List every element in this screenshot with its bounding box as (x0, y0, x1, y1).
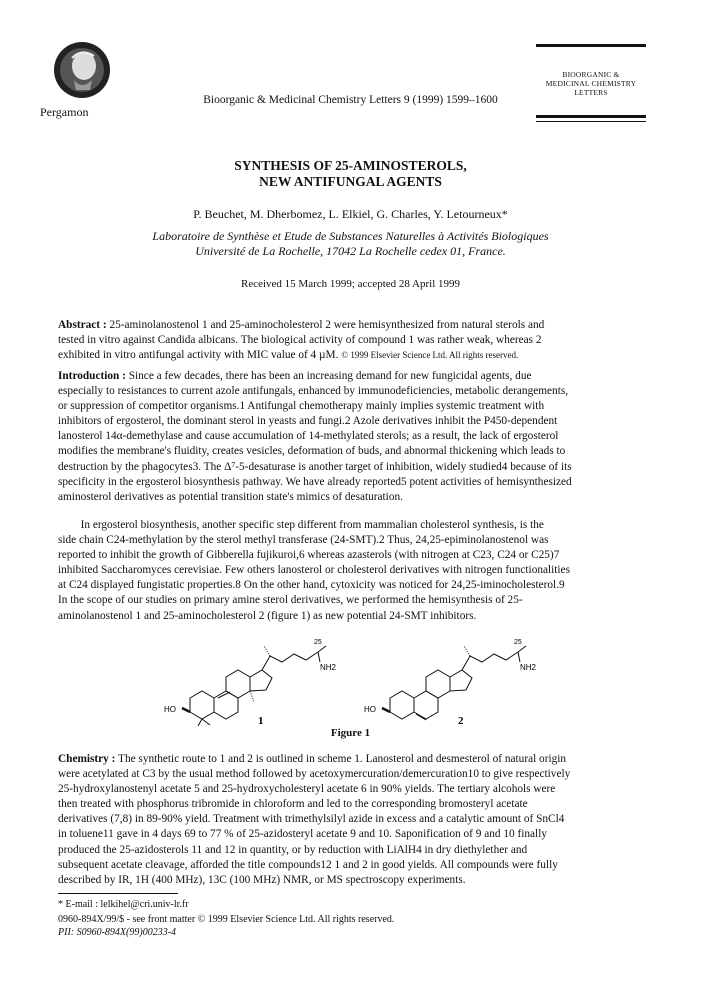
nh2-label: NH2 (520, 663, 537, 672)
pii-line: PII: S0960-894X(99)00233-4 (58, 927, 177, 938)
chemistry (58, 752, 644, 888)
chemistry-line: in toluene11 gave in 4 days 69 to 77 % of 25-azidosteryl acetate 9 and 10. Saponification of 9 and 10 finally (58, 828, 547, 841)
intro-line: destruction by the phagocytes3. The Δ⁷-5-desaturase is another target of inhibition, widely studied4 because of its (58, 460, 572, 473)
email-footnote: * E-mail : lelkihel@cri.univ-lr.fr (58, 899, 189, 910)
chemistry-label: Chemistry : (58, 753, 116, 765)
para2-line: inhibited Saccharomyces cerevisiae. Few others lanosterol or cholesterol derivatives with nitrogen functionalities (58, 564, 570, 577)
publisher-name: Pergamon (40, 105, 89, 119)
molecule-2 (382, 646, 526, 720)
figure-1-structures (160, 628, 560, 726)
c25-label: 25 (314, 639, 322, 646)
title-line: NEW ANTIFUNGAL AGENTS (259, 174, 442, 189)
abstract (58, 318, 644, 363)
paragraph-2 (58, 518, 644, 624)
para2-line: In ergosterol biosynthesis, another specific step different from mammalian cholesterol synthesis, is the (58, 519, 544, 531)
compound-1-label: 1 (258, 715, 264, 726)
introduction (58, 369, 644, 505)
para2-line: reported to inhibit the growth of Gibberella fujikuroi,6 whereas azasterols (with nitrogen at C23, C24 or C25)7 (58, 549, 560, 562)
title-line: SYNTHESIS OF 25-AMINOSTEROLS, (234, 158, 467, 173)
chemistry-line: The synthetic route to 1 and 2 is outlined in scheme 1. Lanosterol and desmesterol of natural origin (115, 753, 567, 765)
para2-line: side chain C24-methylation by the sterol methyl transferase (24-SMT).2 Thus, 24,25-epiminolanostenol was (58, 534, 549, 547)
abstract-label: Abstract : (58, 319, 107, 331)
abstract-line: tested in vitro against Candida albicans. The biological activity of compound 1 was rather weak, whereas 2 (58, 334, 542, 347)
chemistry-line: described by IR, 1H (400 MHz), 13C (100 MHz) NMR, or MS spectroscopy experiments. (58, 873, 466, 886)
compound-2-label: 2 (458, 715, 464, 726)
affiliation (0, 229, 701, 259)
footnote-rule (58, 893, 178, 894)
intro-line: modifies the membrane's fluidity, creates vesicles, deformation of buds, and abnormal thickening which leads to (58, 445, 566, 458)
affiliation-line: Université de La Rochelle, 17042 La Rochelle cedex 01, France. (195, 244, 506, 258)
para2-line: at C24 displayed fungistatic properties.8 On the other hand, cytoxicity was noticed for 24,25-iminocholesterol.9 (58, 579, 565, 592)
intro-line: Since a few decades, there has been an increasing demand for new fungicidal agents, due (125, 370, 532, 382)
ho-label: HO (164, 705, 176, 714)
figure-caption: Figure 1 (330, 727, 371, 739)
chemistry-line: subsequent acetate cleavage, afforded the title compounds12 1 and 2 in good yields. All compounds were fully (58, 858, 558, 871)
header-rule (536, 121, 646, 122)
authors: P. Beuchet, M. Dherbomez, L. Elkiel, G. Charles, Y. Letourneux* (193, 207, 508, 221)
journal-citation: Bioorganic & Medicinal Chemistry Letters 9 (1999) 1599–1600 (203, 94, 498, 106)
molecule-1 (182, 646, 326, 726)
abstract-copyright: © 1999 Elsevier Science Ltd. All rights reserved. (341, 350, 519, 361)
article-title (0, 158, 701, 190)
intro-line: inhibitors of ergosterol, the dominant sterol in yeasts and fungi.2 Azole derivatives inhibit the P450-dependent (58, 415, 558, 428)
nh2-label: NH2 (320, 663, 337, 672)
intro-line: lanosterol 14α-demethylase and cause accumulation of 14-methylated sterols; as a result, the lack of ergosterol (58, 430, 559, 443)
intro-line: or suppression of competitor organisms.1 Antifungal chemotherapy mainly implies systemic treatment with (58, 400, 545, 413)
journal-brand (536, 70, 646, 97)
received-dates: Received 15 March 1999; accepted 28 April 1999 (240, 278, 461, 290)
chemistry-line: 25-hydroxylanostenyl acetate 5 and 25-hydroxycholesteryl acetate 6 in 90% yields. The tertiary alcohols were (58, 783, 556, 796)
brand-line: MEDICINAL CHEMISTRY (545, 79, 637, 88)
abstract-line: exhibited in vitro antifungal activity with MIC value of 4 µM. (58, 349, 339, 362)
issn-line: 0960-894X/99/$ - see front matter © 1999 Elsevier Science Ltd. All rights reserved. (58, 914, 395, 925)
intro-line: aminosterol derivatives as potential transition state's mimics of desaturation. (58, 490, 403, 503)
intro-label: Introduction : (58, 370, 126, 382)
chemistry-line: then treated with phosphorus tribromide in chloroform and led to the corresponding bromosteryl acetate (58, 798, 528, 811)
para2-line: In the scope of our studies on primary amine sterol derivatives, we performed the hemisynthesis of 25- (58, 594, 523, 607)
header-rule (536, 44, 646, 47)
c25-label: 25 (514, 639, 522, 646)
intro-line: especially to resistances to current azole antifungals, enhanced by immunodeficiencies, metabolic derangements, (58, 385, 569, 398)
abstract-line: 25-aminolanostenol 1 and 25-aminocholesterol 2 were hemisynthesized from natural sterols and (106, 319, 545, 331)
para2-line: aminolanostenol 1 and 25-aminocholesterol 2 (figure 1) as new potential 24-SMT inhibitors. (58, 609, 477, 622)
chemistry-line: derivatives (7,8) in 89-90% yield. Treatment with trimethylsilyl azide in excess and a catalytic amount of SnCl4 (58, 813, 565, 826)
brand-line: LETTERS (574, 88, 608, 97)
header-rule (536, 115, 646, 118)
affiliation-line: Laboratoire de Synthèse et Etude de Substances Naturelles à Activités Biologiques (152, 229, 549, 243)
chemistry-line: were acetylated at C3 by the usual method followed by acetoxymercuration/demercuration10 to give respectively (58, 768, 571, 781)
intro-line: specificity in the ergosterol biosynthesis pathway. We have already reported5 potent activities of hemisynthesized (58, 475, 572, 488)
chemistry-line: produced the 25-azidosterols 11 and 12 in quantity, or by reduction with LiAlH4 in dry diethylether and (58, 843, 528, 856)
ho-label: HO (364, 705, 376, 714)
elsevier-tree-icon (52, 40, 112, 100)
brand-line: BIOORGANIC & (562, 70, 620, 79)
